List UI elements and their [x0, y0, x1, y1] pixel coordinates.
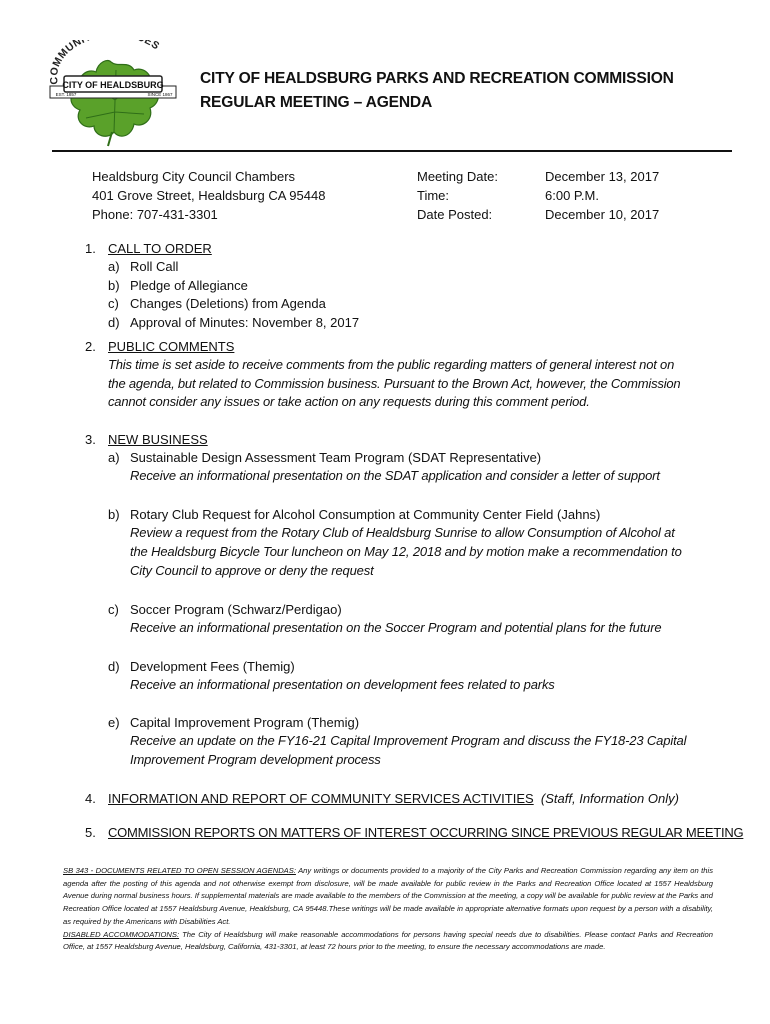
logo-left-text: EST. 1857 [55, 92, 77, 97]
section-note: (Staff, Information Only) [540, 791, 679, 806]
item-development-fees: d) Development Fees (Themig) [108, 658, 295, 677]
page-title [200, 67, 760, 115]
item-title: Soccer Program (Schwarz/Perdigao) [130, 602, 342, 617]
date-posted-value: December 10, 2017 [545, 207, 660, 222]
meeting-labels [417, 167, 498, 224]
public-comments-description: This time is set aside to receive comments from the public regarding matters of general interest not on the agenda, but related to Commission business. Pursuant to the Brown Act, however, the Commission cannot consider any issues or take action on any requests during this comment period. [108, 357, 681, 409]
section-information-report [85, 790, 679, 809]
section-number: 4. [85, 791, 96, 806]
item-description: Receive an update on the FY16-21 Capital Improvement Program and discuss the FY18-23 Capital Improvement Program development process [130, 733, 687, 767]
section-title: NEW BUSINESS [108, 432, 208, 447]
sb343-label: SB 343 - DOCUMENTS RELATED TO OPEN SESSION AGENDAS: [63, 866, 296, 875]
list-item: d) Approval of Minutes: November 8, 2017 [108, 314, 360, 330]
ada-label: DISABLED ACCOMMODATIONS: [63, 929, 180, 939]
ada-text: The City of Healdsburg will make reasonable accommodations for persons having special needs due to disabilities. Please contact Parks and Recreation Office, at 1557 Healdsburg Avenue, Healdsburg, California, 431-3301, at least 72 hours prior to the meeting, to ensure the necessary accommodations are made. [63, 929, 713, 952]
header-divider [52, 150, 732, 152]
logo-right-text: SINCE 1867 [147, 92, 173, 97]
meeting-date-label: Meeting Date: [417, 169, 498, 184]
section-call-to-order [85, 240, 212, 259]
section-public-comments [85, 338, 234, 357]
section-number: 1. [85, 241, 96, 256]
section-commission-reports [85, 824, 743, 843]
section-number: 2. [85, 339, 96, 354]
sb343-text: Any writings or documents provided to a majority of the City Parks and Recreation Commission regarding any item on this agenda after the posting of this agenda and not otherwise exempt from disclosure, will be made available for public review in the Parks and Recreation Office located at 1557 Healdsburg Avenue during normal business hours. If supplemental materials are made available to the members of the Commission at the meeting, a copy will be available for public review at the Parks and Recreation Office located at 1557 Healdsburg Avenue, Healdsburg, CA 95448.These writings will be made available in appropriate alternative formats upon request by a person with a disability, as required by the Americans with Disabilities Act. [63, 866, 713, 926]
date-posted-label: Date Posted: [417, 207, 493, 222]
section-title: PUBLIC COMMENTS [108, 339, 235, 354]
title-line-1: CITY OF HEALDSBURG PARKS AND RECREATION COMMISSION [200, 70, 674, 87]
address: 401 Grove Street, Healdsburg CA 95448 [92, 188, 326, 203]
ada-notice [63, 929, 713, 954]
meeting-date-value: December 13, 2017 [545, 169, 660, 184]
venue: Healdsburg City Council Chambers [92, 169, 296, 184]
list-item: a) Roll Call [108, 259, 179, 274]
section-number: 5. [85, 825, 96, 840]
item-title: Development Fees (Themig) [130, 659, 295, 674]
title-line-2: REGULAR MEETING – AGENDA [200, 94, 433, 111]
meeting-time-label: Time: [417, 188, 450, 203]
item-sdat: a) Sustainable Design Assessment Team Program (SDAT Representative) [108, 449, 541, 468]
item-rotary-club: b) Rotary Club Request for Alcohol Consumption at Community Center Field (Jahns) [108, 506, 600, 525]
list-item: b) Pledge of Allegiance [108, 277, 248, 293]
section-new-business [85, 431, 208, 450]
location-block [92, 167, 325, 224]
item-title: Rotary Club Request for Alcohol Consumption at Community Center Field (Jahns) [130, 507, 601, 522]
phone: Phone: 707-431-3301 [92, 207, 218, 222]
item-description: Receive an informational presentation on the SDAT application and consider a letter of support [130, 468, 660, 483]
item-capital-improvement: e) Capital Improvement Program (Themig) [108, 714, 359, 733]
community-services-logo [36, 40, 186, 152]
logo-arc-text: COMMUN ES [47, 40, 162, 86]
item-title: Capital Improvement Program (Themig) [130, 715, 360, 730]
logo-banner-text: CITY OF HEALDSBURG [62, 80, 164, 90]
section-number: 3. [85, 432, 96, 447]
item-title: Sustainable Design Assessment Team Program (SDAT Representative) [130, 450, 542, 465]
section-title: COMMISSION REPORTS ON MATTERS OF INTEREST OCCURRING SINCE PREVIOUS REGULAR MEETING [108, 825, 744, 840]
list-item: c) Changes (Deletions) from Agenda [108, 296, 326, 311]
item-description: Receive an informational presentation on the Soccer Program and potential plans for the future [130, 620, 662, 635]
meeting-values [545, 167, 659, 224]
item-description: Review a request from the Rotary Club of Healdsburg Sunrise to allow Consumption of Alcohol at the Healdsburg Bicycle Tour luncheon on May 12, 2018 and by motion make a recommendation to City Council to approve or deny the request [130, 525, 682, 578]
legal-notice [63, 865, 713, 954]
meeting-time-value: 6:00 P.M. [545, 188, 599, 203]
call-to-order-items [108, 258, 359, 332]
item-description: Receive an informational presentation on development fees related to parks [130, 677, 555, 692]
section-title: INFORMATION AND REPORT OF COMMUNITY SERVICES ACTIVITIES [108, 791, 534, 806]
sb343-notice [63, 865, 713, 929]
section-title: CALL TO ORDER [108, 241, 212, 256]
item-soccer-program: c) Soccer Program (Schwarz/Perdigao) [108, 601, 342, 620]
